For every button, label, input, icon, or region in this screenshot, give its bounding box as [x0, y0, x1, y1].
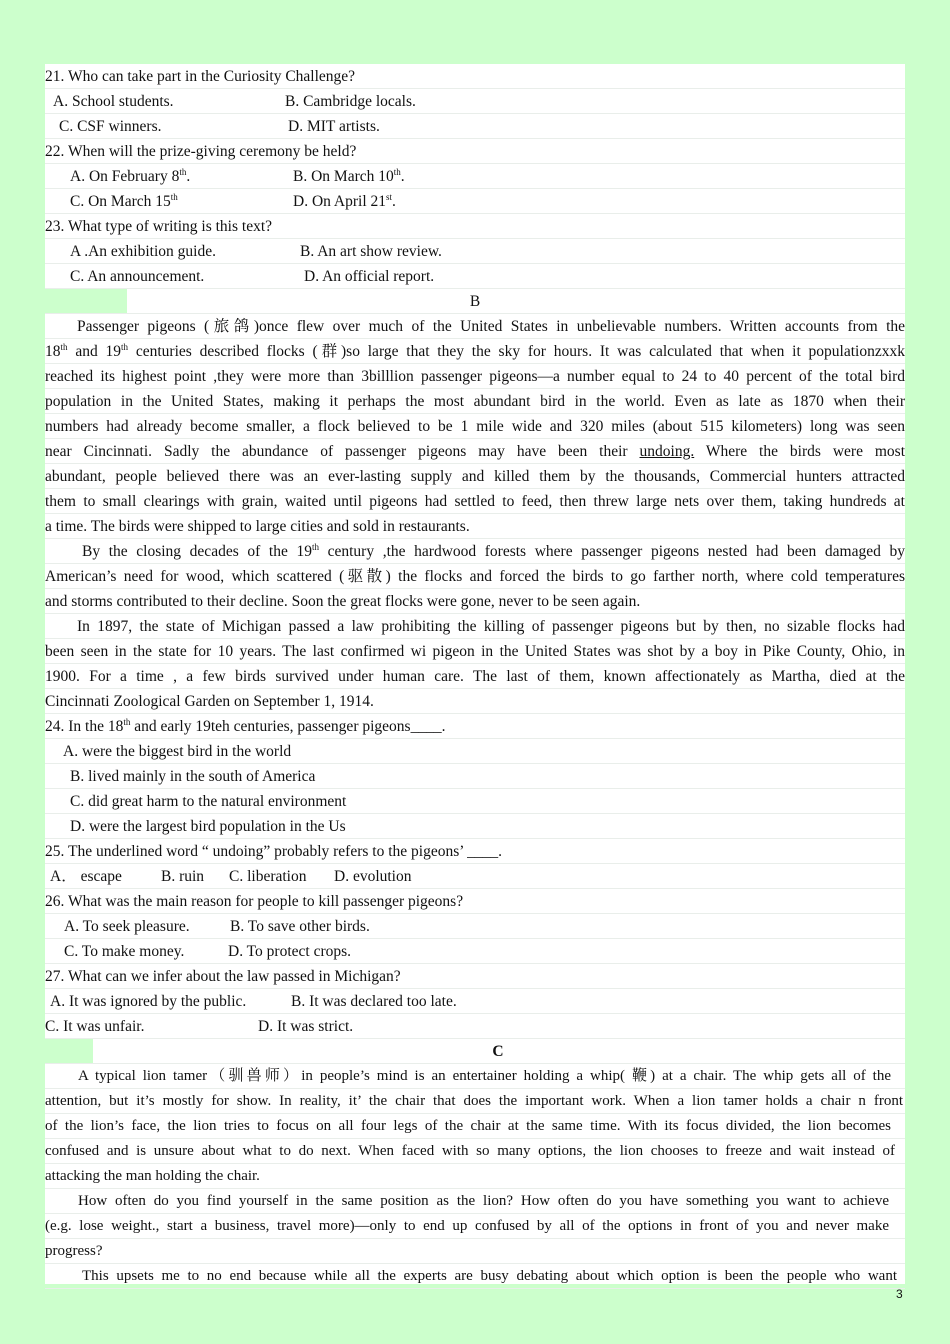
passage-c-line: How often do you find yourself in the same position as the lion? How often do you have something you want to achieve [45, 1189, 905, 1214]
passage-c-line: attacking the man holding the chair. [45, 1164, 905, 1189]
passage-b-line: a time. The birds were shipped to large cities and sold in restaurants. [45, 514, 905, 539]
option: B. On March 10th. [293, 166, 405, 185]
section-b-heading: B [45, 289, 905, 314]
option: A. To seek pleasure. [64, 918, 190, 935]
option: A． escape [50, 868, 122, 885]
option: D. were the largest bird population in the Us [45, 814, 905, 839]
passage-b-line: numbers had already become smaller, a flock believed to be 1 mile wide and 320 miles (about 515 kilometers) long was seen [45, 414, 905, 439]
passage-b-line: American’s need for wood, which scattered (驱散) the flocks and forced the birds to go farther north, where cold temperatures [45, 564, 905, 589]
question-23-stem: 23. What type of writing is this text? [45, 214, 905, 239]
question-22-stem: 22. When will the prize-giving ceremony be held? [45, 139, 905, 164]
passage-c-line: attention, but it’s mostly for show. In reality, it’ the chair that does the important work. When a lion tamer holds a chair n front [45, 1089, 905, 1114]
passage-b-line: them to small clearings with grain, waited until pigeons had settled to feed, then threw large nets over them, taking hundreds at [45, 489, 905, 514]
option: C. did great harm to the natural environment [45, 789, 905, 814]
question-24-stem: 24. In the 18th and early 19teh centuries, passenger pigeons____. [45, 714, 905, 739]
passage-b-line: been seen in the state for 10 years. The last confirmed wi pigeon in the United States was shot by a boy in Pike County, Ohio, in [45, 639, 905, 664]
passage-b-line: 1900. For a time , a few birds survived under human care. The last of them, known affectionately as Martha, died at the [45, 664, 905, 689]
option: D. It was strict. [258, 1018, 354, 1035]
question-26-options-row2 [45, 939, 905, 964]
question-26-stem: 26. What was the main reason for people to kill passenger pigeons? [45, 889, 905, 914]
option: A. It was ignored by the public. [50, 993, 247, 1010]
passage-b-line: near Cincinnati. Sadly the abundance of passenger pigeons may have been their undoing. Where the birds were most [45, 439, 905, 464]
passage-b-line: By the closing decades of the 19th century ,the hardwood forests where passenger pigeons nested had been damaged by [45, 539, 905, 564]
option: B. An art show review. [300, 243, 442, 260]
passage-c-line: confused and is unsure about what to do next. When faced with so many options, the lion chooses to freeze and wait instead of [45, 1139, 905, 1164]
passage-b-line: abundant, people believed there was an ever-lasting supply and killed them by the thousands, Commercial hunters attracted [45, 464, 905, 489]
option: A. School students. [53, 93, 174, 110]
document-page [45, 64, 905, 1284]
question-27-options-row1 [45, 989, 905, 1014]
option: C. liberation [229, 868, 307, 885]
passage-c-line: progress? [45, 1239, 905, 1264]
option: B. lived mainly in the south of America [45, 764, 905, 789]
option: B. To save other birds. [230, 918, 370, 935]
option: C. It was unfair. [45, 1018, 145, 1035]
option: D. An official report. [304, 268, 435, 285]
underlined-word: undoing. [639, 443, 695, 460]
option: C. To make money. [64, 943, 185, 960]
option: D. On April 21st. [293, 191, 396, 210]
question-23-options-row2 [45, 264, 905, 289]
option: A. On February 8th. [70, 166, 191, 185]
option: A .An exhibition guide. [70, 243, 216, 260]
passage-b-line: 18th and 19th centuries described flocks (群)so large that they the sky for hours. It was calculated that when it populationzxxk [45, 339, 905, 364]
question-25-options [45, 864, 905, 889]
option: D. evolution [334, 868, 412, 885]
question-27-options-row2 [45, 1014, 905, 1039]
option: A. were the biggest bird in the world [45, 739, 905, 764]
passage-b-line: Cincinnati Zoological Garden on September 1, 1914. [45, 689, 905, 714]
passage-b-line: In 1897, the state of Michigan passed a law prohibiting the killing of passenger pigeons but by then, no sizable flocks had [45, 614, 905, 639]
question-22-options-row1 [45, 164, 905, 189]
option: C. CSF winners. [59, 118, 162, 135]
option: B. ruin [161, 868, 205, 885]
question-21-options-row2 [45, 114, 905, 139]
passage-c-line: A typical lion tamer（驯兽师）in people’s mind is an entertainer holding a whip( 鞭) at a chair. The whip gets all of the [45, 1064, 905, 1089]
option: B. Cambridge locals. [285, 93, 416, 110]
page-number: 3 [896, 1287, 903, 1301]
question-23-options-row1 [45, 239, 905, 264]
highlight-patch [45, 289, 127, 313]
option: C. An announcement. [70, 268, 205, 285]
passage-c-line: This upsets me to no end because while all the experts are busy debating about which option is been the people who want [45, 1264, 905, 1289]
passage-c-line: (e.g. lose weight., start a business, travel more)—only to end up confused by all of the options in front of you and never make [45, 1214, 905, 1239]
section-c-heading: C [45, 1039, 905, 1064]
question-27-stem: 27. What can we infer about the law passed in Michigan? [45, 964, 905, 989]
passage-b-line: and storms contributed to their decline. Soon the great flocks were gone, never to be seen again. [45, 589, 905, 614]
question-21-options-row1 [45, 89, 905, 114]
question-26-options-row1 [45, 914, 905, 939]
question-21-stem: 21. Who can take part in the Curiosity Challenge? [45, 64, 905, 89]
passage-c-line: of the lion’s face, the lion tries to focus on all four legs of the chair at the same time. With its focus divided, the lion becomes [45, 1114, 905, 1139]
passage-b-line: population in the United States, making it perhaps the most abundant bird in the world. Even as late as 1870 when their [45, 389, 905, 414]
passage-b-line: Passenger pigeons (旅鸽)once flew over much of the United States in unbelievable numbers. Written accounts from the [45, 314, 905, 339]
question-25-stem: 25. The underlined word “ undoing” probably refers to the pigeons’ ____. [45, 839, 905, 864]
option: D. To protect crops. [228, 943, 352, 960]
option: B. It was declared too late. [291, 993, 457, 1010]
highlight-patch [45, 1039, 93, 1063]
option: D. MIT artists. [288, 118, 380, 135]
option: C. On March 15th [70, 191, 178, 210]
question-22-options-row2 [45, 189, 905, 214]
passage-b-line: reached its highest point ,they were more than 3billlion passenger pigeons—a number equal to 24 to 40 percent of the total bird [45, 364, 905, 389]
